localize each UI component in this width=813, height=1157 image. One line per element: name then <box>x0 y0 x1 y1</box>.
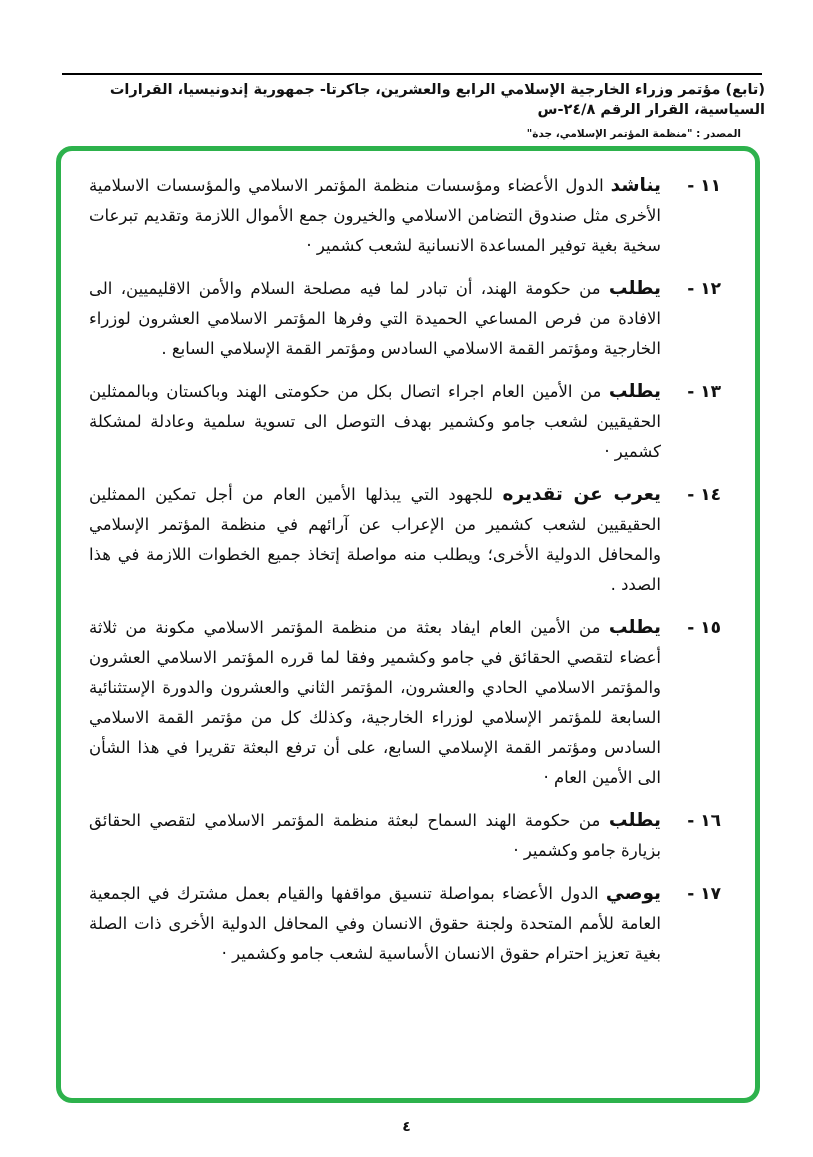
paragraph-number: ١٢ - <box>687 279 721 299</box>
resolution-paragraph-11 <box>89 171 721 261</box>
paragraph-lead-word: يطلب <box>608 617 661 638</box>
paragraph-number: ١٤ - <box>687 485 721 505</box>
paragraph-body-text: من حكومة الهند، أن تبادر لما فيه مصلحة السلام والأمن الاقليميين، الى الافادة من فرص المساعي الحميدة التي وفرها المؤتمر الاسلامي العشرون لوزراء الخارجية ومؤتمر القمة الاسلامي السادس ومؤتمر القمة الإسلامي السابع . <box>89 279 661 358</box>
paragraph-body-text: من حكومة الهند السماح لبعثة منظمة المؤتمر الاسلامي لتقصي الحقائق بزيارة جامو وكشمير · <box>89 811 661 860</box>
resolution-paragraph-15 <box>89 613 721 793</box>
resolution-content-box <box>56 146 760 1103</box>
header-title: (تابع) مؤتمر وزراء الخارجية الإسلامي الرابع والعشرين، جاكرتا- جمهورية إندونيسيا، القرارات السياسية، القرار الرقم ٢٤/٨-س <box>109 82 765 118</box>
paragraph-lead-word: يطلب <box>608 381 661 402</box>
document-header <box>44 80 765 140</box>
paragraph-body-text: من الأمين العام ايفاد بعثة من منظمة المؤتمر الاسلامي مكونة من ثلاثة أعضاء لتقصي الحقائق في جامو وكشمير وفقا لما قرره المؤتمر الاسلامي العشرون والمؤتمر الاسلامي الحادي والعشرون، المؤتمر الثاني والعشرون والدورة الإستثنائية السابعة للمؤتمر الإسلامي لوزراء الخارجية، وكذلك كل من مؤتمر القمة الاسلامي السادس ومؤتمر القمة الإسلامي السابع، على أن ترفع البعثة تقريرا في هذا الشأن الى الأمين العام · <box>89 618 661 787</box>
paragraph-text <box>89 171 661 261</box>
paragraph-text <box>89 613 661 793</box>
paragraph-body-text: الدول الأعضاء ومؤسسات منظمة المؤتمر الاسلامي والمؤسسات الاسلامية الأخرى مثل صندوق التضامن الاسلامي والخيرون جمع الأموال اللازمة وتقديم تبرعات سخية بغية توفير المساعدة الانسانية لشعب كشمير · <box>89 176 661 255</box>
paragraph-number: ١٧ - <box>687 884 721 904</box>
resolution-paragraph-14 <box>89 480 721 600</box>
paragraph-text <box>89 806 661 866</box>
page-number: ٤ <box>402 1119 411 1135</box>
paragraph-lead-word: يعرب عن تقديره <box>502 484 661 505</box>
paragraph-text <box>89 377 661 467</box>
paragraph-lead-word: يطلب <box>608 810 661 831</box>
resolution-paragraph-17 <box>89 879 721 969</box>
paragraph-text <box>89 879 661 969</box>
resolution-paragraph-13 <box>89 377 721 467</box>
paragraph-lead-word: يناشد <box>610 175 661 196</box>
paragraph-number: ١١ - <box>687 176 721 196</box>
paragraph-number: ١٣ - <box>687 382 721 402</box>
paragraph-body-text: الدول الأعضاء بمواصلة تنسيق مواقفها والقيام بعمل مشترك في الجمعية العامة للأمم المتحدة ولجنة حقوق الانسان وفي المحافل الدولية الأخرى ذات الصلة بغية تعزيز احترام حقوق الانسان الأساسية لشعب جامو وكشمير · <box>89 884 661 963</box>
resolution-paragraph-16 <box>89 806 721 866</box>
paragraph-body-text: من الأمين العام اجراء اتصال بكل من حكومتى الهند وباكستان وبالممثلين الحقيقيين لشعب جامو وكشمير بهدف التوصل الى تسوية سلمية وعادلة لمشكلة كشمير · <box>89 382 661 461</box>
paragraph-lead-word: يطلب <box>608 278 661 299</box>
header-source: المصدر : "منظمة المؤتمر الإسلامي، جدة" <box>526 128 741 140</box>
paragraph-number: ١٥ - <box>687 618 721 638</box>
paragraph-lead-word: يوصي <box>605 883 661 904</box>
paragraph-text <box>89 274 661 364</box>
paragraph-number: ١٦ - <box>687 811 721 831</box>
header-divider-rule <box>62 73 762 75</box>
paragraph-text <box>89 480 661 600</box>
resolution-paragraph-12 <box>89 274 721 364</box>
paragraph-body-text: للجهود التي يبذلها الأمين العام من أجل تمكين الممثلين الحقيقيين لشعب كشمير من الإعراب عن آرائهم في منظمة المؤتمر الإسلامي والمحافل الدولية الأخرى؛ ويطلب منه مواصلة إتخاذ جميع الخطوات اللازمة في هذا الصدد . <box>89 485 661 594</box>
